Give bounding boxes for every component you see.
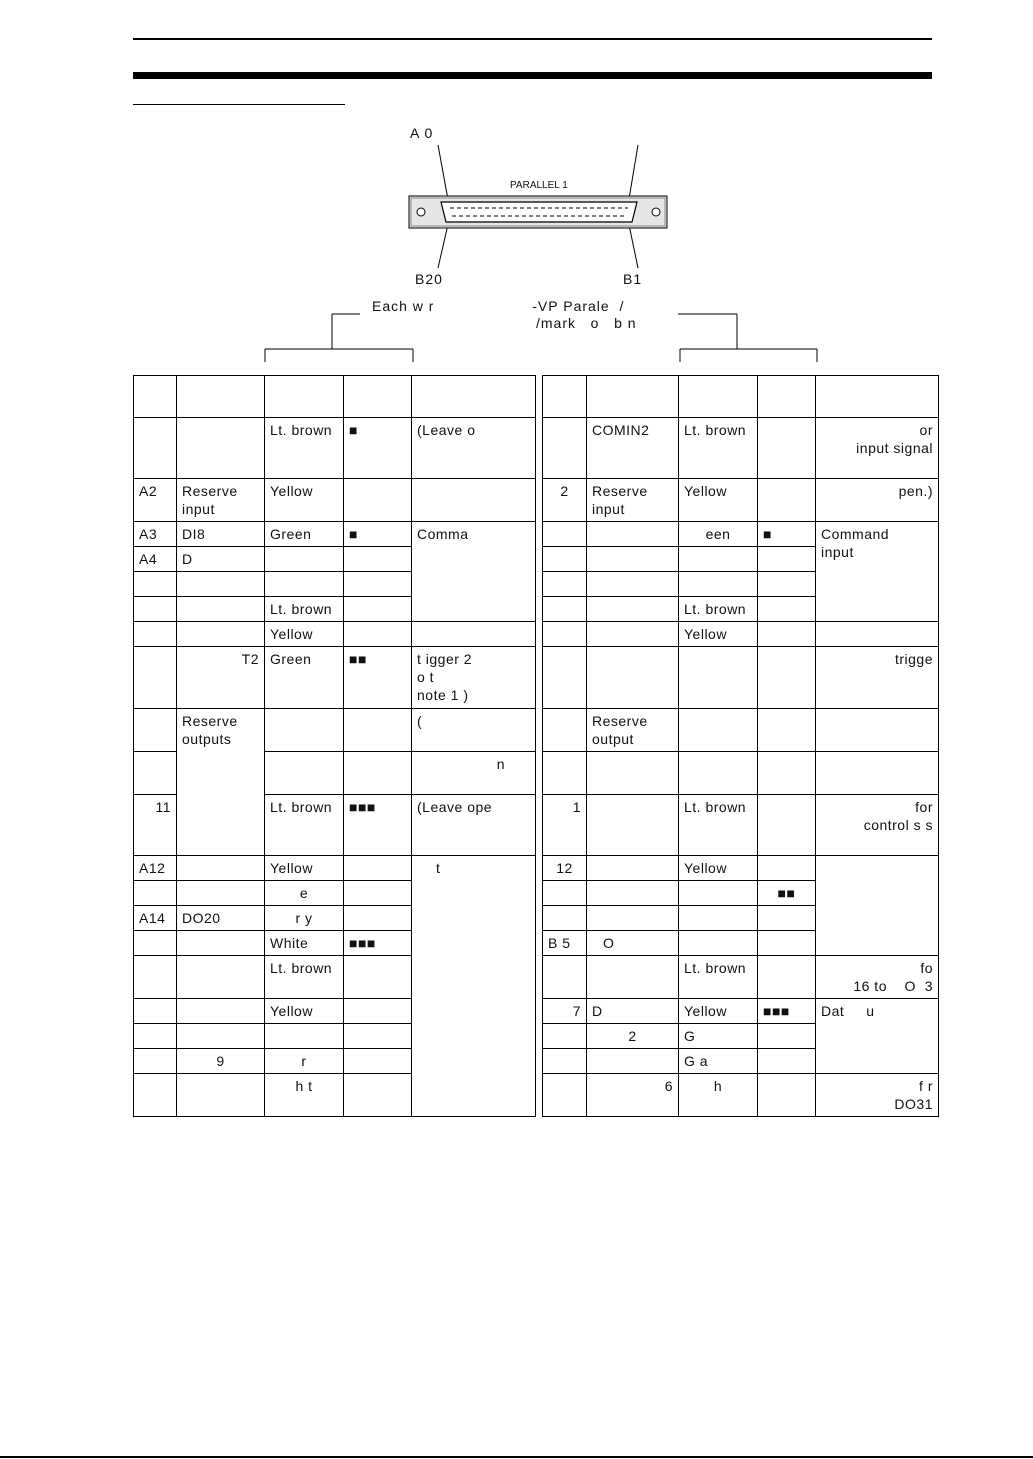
table-cell: Lt. brown [265,795,344,856]
table-cell [543,752,587,795]
table-cell: Command input [816,522,939,622]
table-separator [536,1074,543,1117]
table-cell: Yellow [679,999,758,1024]
table-cell: 1 [543,795,587,856]
table-cell [543,881,587,906]
table-cell [543,1024,587,1049]
table-cell: ■ [344,522,412,547]
table-cell: ■■■ [344,931,412,956]
table-cell [543,522,587,547]
table-cell [816,856,939,956]
table-cell: DI8 [177,522,265,547]
table-cell [344,1049,412,1074]
table-cell [758,547,816,572]
table-cell [758,597,816,622]
table-cell: Lt. brown [679,795,758,856]
table-cell [134,622,177,647]
table-cell: Yellow [265,622,344,647]
table-cell [758,931,816,956]
connector-panel-label: PARALLEL 1 [510,180,568,191]
table-cell: pen.) [816,479,939,522]
table-cell [344,999,412,1024]
table-cell [679,881,758,906]
table-cell: White [265,931,344,956]
table-cell [543,572,587,597]
caption-line-2: /mark o b n [536,315,637,331]
table-cell [758,795,816,856]
table-cell [758,572,816,597]
table-cell: ( [412,709,536,752]
table-row [134,999,939,1024]
table-cell [587,622,679,647]
table-cell: 6 [587,1074,679,1117]
table-cell: r y [265,906,344,931]
table-cell [134,999,177,1024]
table-cell [344,709,412,752]
table-cell [134,572,177,597]
table-separator [536,795,543,856]
connector-label-b20: B20 [415,271,443,287]
table-cell [816,752,939,795]
table-cell [134,647,177,709]
table-cell [816,709,939,752]
table-row [134,522,939,547]
table-cell [134,931,177,956]
table-separator [536,418,543,479]
table-separator [536,522,543,547]
table-cell [587,647,679,709]
table-cell [134,881,177,906]
table-cell [587,376,679,418]
table-cell [679,572,758,597]
table-separator [536,856,543,881]
table-cell [587,752,679,795]
table-cell [587,881,679,906]
table-cell [758,376,816,418]
table-cell [265,709,344,752]
table-cell [587,522,679,547]
table-cell: G a [679,1049,758,1074]
table-cell: e [265,881,344,906]
table-cell: Lt. brown [679,956,758,999]
table-cell: D [177,547,265,572]
table-separator [536,479,543,522]
table-cell [177,418,265,479]
table-cell: 12 [543,856,587,881]
table-cell [412,622,536,647]
table-cell: ■■ [758,881,816,906]
table-cell: Lt. brown [265,956,344,999]
table-cell: 2 [587,1024,679,1049]
table-cell: ■ [758,522,816,547]
table-cell [758,709,816,752]
pin-assignment-table [133,375,939,1117]
table-cell: ■ [344,418,412,479]
table-cell: B 5 [543,931,587,956]
connector-label-b1: B1 [623,271,643,287]
table-cell: A12 [134,856,177,881]
table-separator [536,931,543,956]
table-cell: h [679,1074,758,1117]
table-cell: A14 [134,906,177,931]
table-cell [543,647,587,709]
table-cell [543,1049,587,1074]
table-cell [134,709,177,752]
table-separator [536,376,543,418]
table-cell [344,572,412,597]
table-separator [536,752,543,795]
table-cell: Yellow [265,479,344,522]
table-separator [536,956,543,999]
table-cell [177,1074,265,1117]
table-cell [543,376,587,418]
table-cell [177,597,265,622]
table-cell [177,956,265,999]
table-cell: A2 [134,479,177,522]
table-cell: Lt. brown [679,597,758,622]
table-header-row [134,376,939,418]
table-separator [536,597,543,622]
table-separator [536,1049,543,1074]
table-cell [344,597,412,622]
table-cell [679,906,758,931]
table-cell [679,547,758,572]
table-cell [679,647,758,709]
table-cell [344,752,412,795]
table-cell [344,956,412,999]
table-cell [177,931,265,956]
table-row [134,418,939,479]
table-cell [412,376,536,418]
table-cell: een [679,522,758,547]
table-separator [536,647,543,709]
table-cell [758,906,816,931]
table-cell [412,479,536,522]
table-cell: Lt. brown [265,597,344,622]
table-cell [344,547,412,572]
table-cell [177,881,265,906]
table-cell [758,479,816,522]
table-cell [344,479,412,522]
table-cell: Yellow [265,856,344,881]
table-cell [344,376,412,418]
table-row [134,479,939,522]
table-cell: G [679,1024,758,1049]
table-separator [536,1024,543,1049]
table-separator [536,999,543,1024]
table-cell [679,931,758,956]
table-cell [265,547,344,572]
table-cell [177,376,265,418]
table-cell: T2 [177,647,265,709]
table-cell [344,881,412,906]
table-cell [543,622,587,647]
table-cell: Dat u [816,999,939,1074]
table-cell [543,709,587,752]
table-cell: 9 [177,1049,265,1074]
table-cell: ■■■ [344,795,412,856]
table-cell [265,1024,344,1049]
table-row [134,956,939,999]
table-cell [758,956,816,999]
table-cell: Reserve outputs [177,709,265,856]
table-row [134,647,939,709]
table-cell: or input signal [816,418,939,479]
table-cell: Yellow [679,856,758,881]
table-row [134,622,939,647]
table-cell: Green [265,647,344,709]
table-cell: DO20 [177,906,265,931]
table-cell [177,622,265,647]
table-cell: Lt. brown [679,418,758,479]
table-cell [134,1074,177,1117]
table-cell: O [587,931,679,956]
table-cell: Reserve input [587,479,679,522]
table-cell: Comma [412,522,536,622]
table-cell [758,752,816,795]
table-cell [543,418,587,479]
table-cell [344,1024,412,1049]
table-cell [344,622,412,647]
table-cell [587,795,679,856]
table-cell [344,906,412,931]
caption-line-1: Each w r -VP Parale / [372,298,625,314]
table-cell: 11 [134,795,177,856]
table-separator [536,709,543,752]
table-cell: h t [265,1074,344,1117]
table-cell [587,547,679,572]
table-cell [265,376,344,418]
table-cell [758,1074,816,1117]
table-cell [543,956,587,999]
table-cell: A3 [134,522,177,547]
table-cell: D [587,999,679,1024]
table-cell: r [265,1049,344,1074]
table-cell [587,856,679,881]
table-cell [758,856,816,881]
table-cell [543,1074,587,1117]
table-separator [536,906,543,931]
table-row [134,709,939,752]
table-cell [543,547,587,572]
table-cell: for control s s [816,795,939,856]
table-cell [543,906,587,931]
table-cell: Lt. brown [265,418,344,479]
table-cell [679,376,758,418]
table-cell: f r DO31 [816,1074,939,1117]
table-cell: n [412,752,536,795]
table-cell: fo 16 to O 3 [816,956,939,999]
table-cell [177,572,265,597]
table-cell [134,597,177,622]
table-separator [536,547,543,572]
table-cell [758,647,816,709]
table-cell [177,999,265,1024]
table-cell [177,1024,265,1049]
table-cell [134,752,177,795]
table-cell [587,1049,679,1074]
table-cell: Yellow [679,479,758,522]
table-cell [134,418,177,479]
table-cell [134,1024,177,1049]
table-cell: Green [265,522,344,547]
table-separator [536,572,543,597]
table-cell: t igger 2 o t note 1 ) [412,647,536,709]
table-row [134,856,939,881]
table-cell [587,597,679,622]
table-cell: (Leave o [412,418,536,479]
table-cell: 2 [543,479,587,522]
table-cell [134,1049,177,1074]
table-cell [134,956,177,999]
table-cell [177,856,265,881]
table-cell [679,752,758,795]
table-cell [758,1049,816,1074]
footer-rule [0,1456,1033,1458]
table-separator [536,881,543,906]
table-cell [679,709,758,752]
table-cell [265,572,344,597]
table-cell: COMIN2 [587,418,679,479]
table-cell: 7 [543,999,587,1024]
table-cell [587,956,679,999]
table-separator [536,622,543,647]
connector-label-a-top: A 0 [410,125,434,141]
table-cell [587,572,679,597]
table-cell [587,906,679,931]
table-cell: Yellow [679,622,758,647]
table-cell: (Leave ope [412,795,536,856]
table-cell: Yellow [265,999,344,1024]
table-cell [134,376,177,418]
table-cell [758,418,816,479]
table-cell [344,1074,412,1117]
table-cell: ■■■ [758,999,816,1024]
table-cell: trigge [816,647,939,709]
table-row [134,1074,939,1117]
table-cell: t [412,856,536,1117]
table-cell: ■■ [344,647,412,709]
table-cell [265,752,344,795]
table-cell [758,622,816,647]
table-cell [543,597,587,622]
table-cell: Reserve output [587,709,679,752]
table-cell [816,622,939,647]
table-cell: A4 [134,547,177,572]
table-cell: Reserve input [177,479,265,522]
table-cell [344,856,412,881]
table-cell [816,376,939,418]
table-cell [758,1024,816,1049]
